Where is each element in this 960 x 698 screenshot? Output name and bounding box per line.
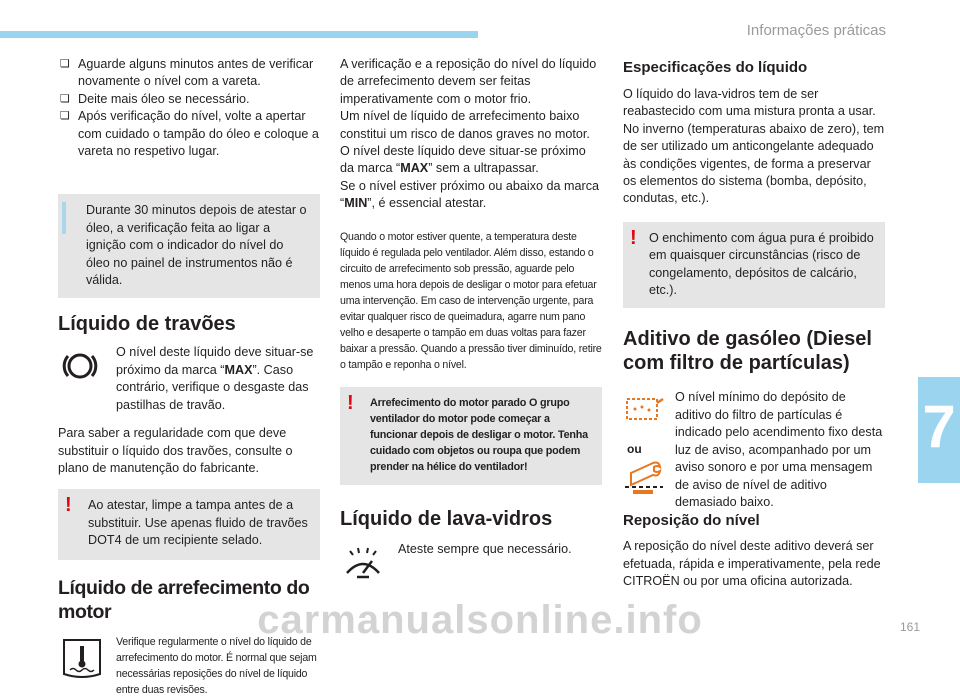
additive-heading: Aditivo de gasóleo (Diesel com filtro de partículas) <box>623 328 872 375</box>
brake-fluid-heading: Líquido de travões <box>58 313 236 336</box>
warning-icon: ! <box>347 391 354 414</box>
coolant-min-text: Se o nível estiver próximo ou abaixo da marca “MIN”, é essencial atestar. <box>340 178 600 211</box>
bullet-item: ❏ Aguarde alguns minutos antes de verificar novamente o nível com a vareta. <box>60 57 314 89</box>
spec-heading: Especificações do líquido <box>623 59 808 76</box>
coolant-max-text: O nível deste líquido deve situar-se próximo da marca “MAX” sem a ultrapassar. <box>340 144 586 176</box>
checkbox-bullet-icon: ❏ <box>60 110 70 123</box>
column-3 <box>623 56 885 591</box>
info-icon <box>62 202 66 234</box>
washer-row <box>340 541 602 558</box>
brake-level-text: O nível deste líquido deve situar-se próximo da marca “MAX”. Caso contrário, verifique o desgaste das pastilhas de travão. <box>116 345 314 412</box>
brake-level-row <box>58 344 320 414</box>
washer-fluid-heading: Líquido de lava-vidros <box>340 507 553 530</box>
washer-fluid-icon <box>342 543 384 583</box>
brake-replacement-text: Para saber a regularidade com que deve substituir o líquido dos travões, consulte o plano de manutenção do fabricante. <box>58 426 293 475</box>
bullet-item: ❏ Após verificação do nível, volte a apertar com cuidado o tampão do óleo e coloque a vareta no respetivo lugar. <box>60 109 319 159</box>
warning-icon: ! <box>630 226 637 249</box>
washer-text: Ateste sempre que necessário. <box>398 541 572 556</box>
hot-engine-text: Quando o motor estiver quente, a temperatura deste líquido é regulada pelo ventilador. Além disso, estando o circuito de arrefecimento sob pressão, aguarde pelo menos uma hora depois de desligar o motor para efetuar uma intervenção. Em caso de intervenção urgente, para evitar qualquer risco de queimadura, agarre num pano velho e desaperte o tampão em duas voltas para fazer baixar a pressão. Quando a pressão tiver diminuído, retire o tampão e reponha o nível. <box>340 230 602 371</box>
header-accent-bar <box>0 31 478 38</box>
brake-warning-box: ! Ao atestar, limpe a tampa antes de a substituir. Use apenas fluido de travões DOT4 de um recipiente selado. <box>58 489 320 559</box>
spec-text: O líquido do lava-vidros tem de ser reabastecido com uma mistura pronta a usar. No inverno (temperaturas abaixo de zero), tem de ser utilizado um anticongelante adequado às condições vigentes, de forma a preservar os elementos do sistema (bomba, depósito, condutas, etc.). <box>623 87 885 206</box>
warning-icon: ! <box>65 494 72 517</box>
coolant-risk-text: Um nível de líquido de arrefecimento baixo constitui um risco de danos graves no motor. <box>340 109 590 141</box>
coolant-check-text: A verificação e a reposição do nível do líquido de arrefecimento devem ser feitas imperativamente com o motor frio. <box>340 57 597 106</box>
spec-warning-box: ! O enchimento com água pura é proibido em quaisquer circunstâncias (risco de congelamento, depósitos de calcário, etc.). <box>623 222 885 309</box>
additive-row <box>623 389 885 507</box>
column-2 <box>340 56 602 558</box>
brake-warning-icon <box>60 346 100 386</box>
checkbox-bullet-icon: ❏ <box>60 92 70 105</box>
additive-text: O nível mínimo do depósito de aditivo do filtro de partículas é indicado pelo acendimento fixo desta luz de aviso, acompanhado por um aviso sonoro e por uma mensagem de aviso de nível de aditivo demasiado baixo. <box>675 390 883 509</box>
coolant-heading: Líquido de arrefecimento do motor <box>58 576 310 623</box>
coolant-row <box>58 634 320 698</box>
coolant-text: Verifique regularmente o nível do líquido de arrefecimento do motor. É normal que sejam necessárias reposições do nível de líquido entre duas revisões. <box>116 635 317 696</box>
additive-warning-icon-wrench <box>623 457 665 497</box>
coolant-temperature-icon <box>60 636 104 680</box>
info-box: Durante 30 minutos depois de atestar o óleo, a verificação feita ao ligar a ignição com o indicador do nível do óleo no painel de instrumentos não é válida. <box>58 194 320 298</box>
section-title: Informações práticas <box>746 22 886 39</box>
refill-text: A reposição do nível deste aditivo deverá ser efetuada, rápida e imperativamente, pela rede CITROËN ou por uma oficina autorizada. <box>623 539 881 589</box>
chapter-tab: 7 <box>918 377 960 483</box>
additive-warning-icon-orange <box>623 389 665 425</box>
fan-warning-box: ! Arrefecimento do motor parado O grupo ventilador do motor pode começar a funcionar depois de desligar o motor. Tenha cuidado com objetos ou roupa que podem prender na hélice do ventilador! <box>340 387 602 485</box>
refill-heading: Reposição do nível <box>623 512 760 530</box>
watermark: carmanualsonline.info <box>257 598 703 642</box>
or-label: ou <box>627 442 642 457</box>
checkbox-bullet-icon: ❏ <box>60 58 70 70</box>
bullet-item: ❏ Deite mais óleo se necessário. <box>58 91 320 108</box>
page-number: 161 <box>899 620 920 634</box>
